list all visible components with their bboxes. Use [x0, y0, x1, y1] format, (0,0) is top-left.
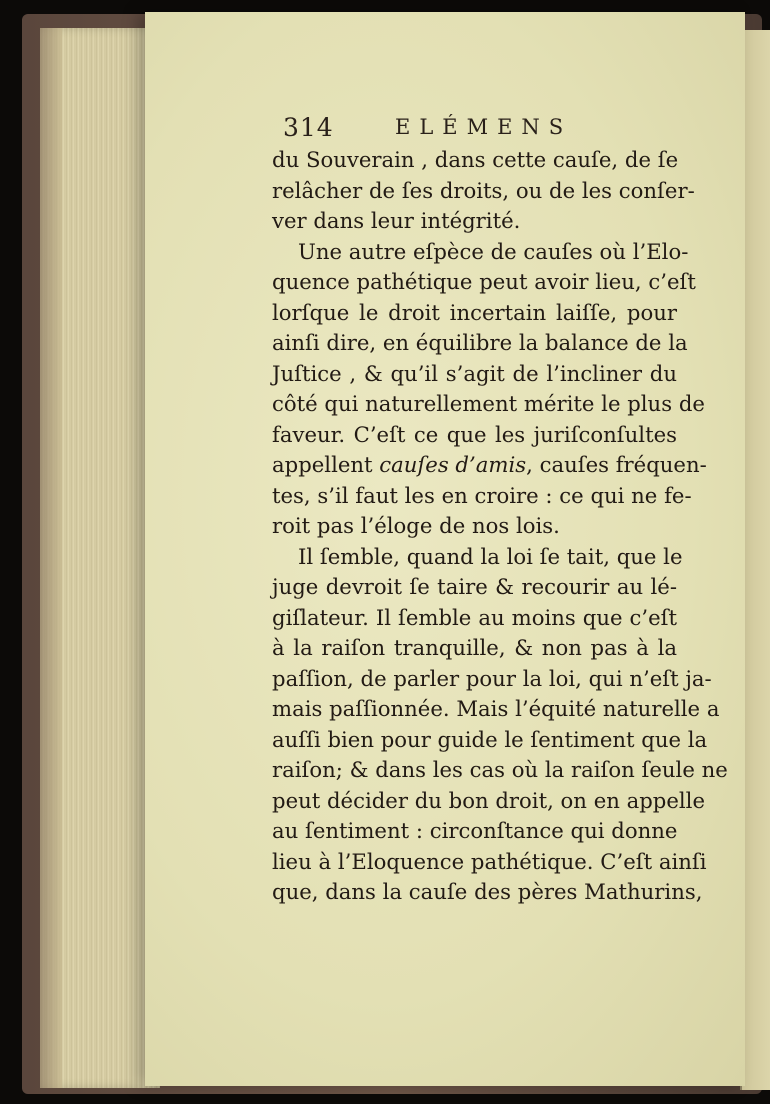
page-header — [283, 113, 703, 147]
text-line: à la raiſon tranquille, & non pas à la — [272, 635, 677, 660]
text-line: ver dans leur intégrité. — [272, 208, 521, 233]
text-line: roit pas l’éloge de nos lois. — [272, 513, 560, 538]
text-line: tes, s’il faut les en croire : ce qui ne fe- — [272, 482, 692, 508]
text-line: peut décider du bon droit, on en appelle — [272, 787, 705, 813]
italic-phrase: cauſes d’amis — [379, 452, 527, 477]
text-line: faveur. C’eſt ce que les juriſconſultes — [272, 421, 677, 447]
text-line: raiſon; & dans les cas où la raiſon ſeule ne — [272, 757, 728, 782]
text-line: mais paſſionnée. Mais l’équité naturelle a — [272, 696, 720, 721]
text-line: lorſque le droit incertain laiſſe, pour — [272, 299, 677, 325]
text-line: ainſi dire, en équilibre la balance de la — [272, 330, 688, 355]
text-line: Une autre eſpèce de cauſes où l’Elo- — [298, 238, 689, 264]
text-segment: appellent — [272, 452, 380, 477]
text-line: Il ſemble, quand la loi ſe tait, que le — [298, 543, 683, 569]
text-line: Juſtice , & qu’il s’agit de l’incliner du — [272, 360, 677, 386]
text-line: que, dans la cauſe des pères Mathurins, — [272, 879, 703, 904]
page-number: 314 — [283, 113, 334, 142]
text-line: lieu à l’Eloquence pathétique. C’eſt ainſi — [272, 848, 707, 874]
text-line: du Souverain , dans cette cauſe, de ſe — [272, 147, 679, 172]
text-line: au ſentiment : circonſtance qui donne — [272, 818, 678, 843]
text-line: giſlateur. Il ſemble au moins que c’eſt — [272, 604, 677, 630]
text-line: paſſion, de parler pour la loi, qui n’eſt ja- — [272, 665, 712, 691]
text-line — [272, 450, 707, 481]
text-line: juge devroit ſe taire & recourir au lé- — [272, 574, 677, 599]
text-line: relâcher de ſes droits, ou de les conſer- — [272, 177, 695, 203]
text-line: quence pathétique peut avoir lieu, c’eſt — [272, 269, 696, 294]
text-line: auſſi bien pour guide le ſentiment que la — [272, 726, 708, 752]
page-stack-edge — [40, 28, 62, 1088]
running-title: ELÉMENS — [395, 115, 573, 139]
body-text — [272, 145, 728, 908]
text-segment: , cauſes fréquen- — [526, 452, 707, 477]
text-line: côté qui naturellement mérite le plus de — [272, 391, 705, 416]
